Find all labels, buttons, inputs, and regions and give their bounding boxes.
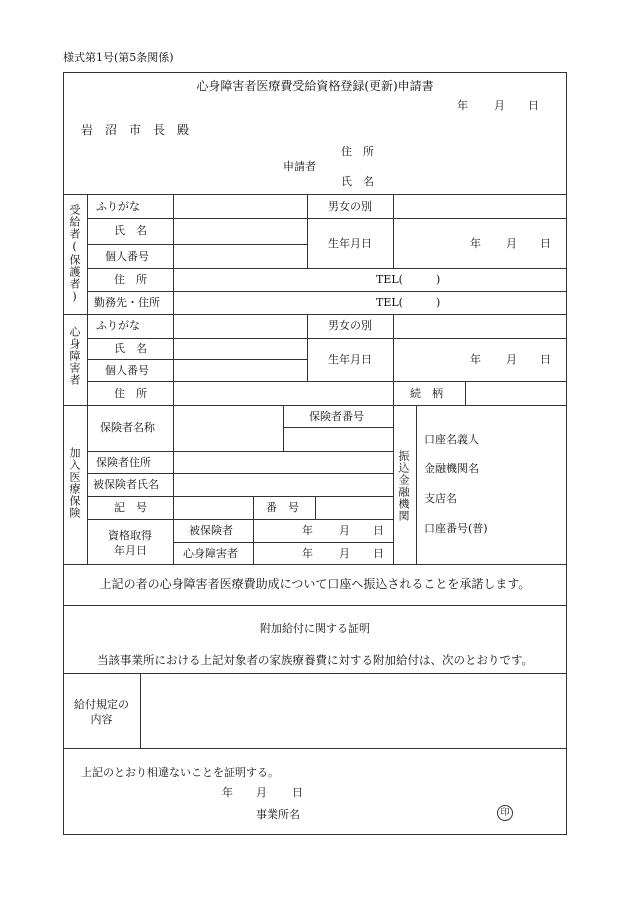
disabled-birth-month: 月 [506, 353, 517, 366]
seal-icon: 印 [497, 805, 513, 821]
recipient-workplace-field[interactable] [174, 292, 566, 313]
recipient-address-field[interactable] [174, 269, 566, 290]
recipient-mynumber-field[interactable] [174, 245, 306, 267]
insured-year: 年 [302, 524, 313, 537]
insured-name-field[interactable] [174, 474, 392, 495]
recipient-tel: TEL( ) [376, 273, 441, 286]
insurer-address-field[interactable] [174, 452, 392, 472]
recipient-name-field[interactable] [174, 219, 306, 243]
disabled-person-label: 心身障害者 [183, 547, 238, 560]
insurer-number-field[interactable] [284, 428, 392, 450]
disabled-name-label: 氏 名 [114, 342, 147, 355]
disabled-sex-label: 男女の別 [328, 319, 372, 332]
disabled-day: 日 [373, 547, 384, 560]
disabled-furigana-field[interactable] [174, 315, 306, 337]
disabled-section-label: 心身障害者 [68, 326, 81, 386]
account-holder-label: 口座名義人 [424, 433, 479, 446]
disabled-birth-label: 生年月日 [328, 353, 372, 366]
recipient-sex-label: 男女の別 [328, 200, 372, 213]
disabled-month: 月 [339, 547, 350, 560]
insurer-name-field[interactable] [174, 406, 282, 450]
form-number: 様式第1号(第5条関係) [63, 51, 174, 64]
recipient-mynumber-label: 個人番号 [105, 250, 149, 263]
recipient-section-label: 受給者(保護者) [68, 204, 81, 304]
disabled-address-field[interactable] [174, 382, 392, 404]
office-name-label: 事業所名 [256, 808, 300, 821]
disabled-birth-year: 年 [470, 353, 481, 366]
recipient-birth-label: 生年月日 [328, 237, 372, 250]
benefit-rule-label: 給付規定の 内容 [74, 698, 129, 726]
applicant-label: 申請者 [283, 160, 316, 173]
disabled-furigana-label: ふりがな [96, 319, 140, 332]
date-day: 日 [528, 99, 539, 112]
addressee: 岩 沼 市 長 殿 [81, 123, 190, 137]
account-number-label: 口座番号(普) [424, 522, 488, 535]
consent-text: 上記の者の心身障害者医療費助成について口座へ振込されることを承諾します。 [99, 577, 531, 591]
certificate-body: 当該事業所における上記対象者の家族療養費に対する附加給付は、次のとおりです。 [96, 653, 534, 667]
symbol-field[interactable] [174, 497, 252, 518]
disabled-year: 年 [302, 547, 313, 560]
insured-label: 被保険者 [189, 524, 233, 537]
date-month: 月 [494, 99, 505, 112]
recipient-furigana-label: ふりがな [96, 200, 140, 213]
cert-day: 日 [292, 786, 303, 799]
recipient-name-label: 氏 名 [114, 224, 147, 237]
qualified-date-label-2: 年月日 [114, 544, 147, 557]
cert-year: 年 [222, 786, 233, 799]
recipient-furigana-field[interactable] [174, 195, 306, 217]
benefit-rule-field[interactable] [141, 674, 566, 747]
certificate-title: 附加給付に関する証明 [260, 622, 370, 635]
bank-section-label: 振込金融機関 [397, 450, 410, 522]
applicant-name-label: 氏 名 [341, 175, 374, 188]
number-field[interactable] [316, 497, 392, 518]
insurer-name-label: 保険者名称 [100, 421, 155, 434]
date-year: 年 [457, 99, 468, 112]
insured-month: 月 [339, 524, 350, 537]
disabled-relation-field[interactable] [466, 382, 566, 404]
insurance-section-label: 加入医療保険 [68, 447, 81, 519]
branch-label: 支店名 [424, 492, 457, 505]
disabled-address-label: 住 所 [114, 387, 147, 400]
disabled-name-field[interactable] [174, 339, 306, 358]
disabled-birth-day: 日 [540, 353, 551, 366]
insurer-number-label: 保険者番号 [309, 410, 364, 423]
recipient-address-label: 住 所 [114, 273, 147, 286]
recipient-sex-field[interactable] [394, 195, 566, 217]
insurer-address-label: 保険者住所 [96, 456, 151, 469]
recipient-workplace-label: 勤務先・住所 [94, 296, 160, 309]
disabled-mynumber-label: 個人番号 [105, 364, 149, 377]
certificate-closing: 上記のとおり相違ないことを証明する。 [81, 766, 279, 779]
applicant-address-label: 住 所 [341, 145, 374, 158]
recipient-birth-month: 月 [506, 237, 517, 250]
cert-month: 月 [256, 786, 267, 799]
insured-name-label: 被保険者氏名 [93, 478, 159, 491]
recipient-work-tel: TEL( ) [376, 296, 441, 309]
recipient-birth-year: 年 [470, 237, 481, 250]
disabled-mynumber-field[interactable] [174, 360, 306, 380]
institution-label: 金融機関名 [424, 462, 479, 475]
qualified-date-label-1: 資格取得 [108, 529, 152, 542]
recipient-birth-day: 日 [540, 237, 551, 250]
form-title: 心身障害者医療費受給資格登録(更新)申請書 [196, 79, 434, 93]
disabled-relation-label: 続 柄 [410, 387, 443, 400]
insured-day: 日 [373, 524, 384, 537]
number-label: 番 号 [266, 501, 299, 514]
symbol-label: 記 号 [114, 501, 147, 514]
